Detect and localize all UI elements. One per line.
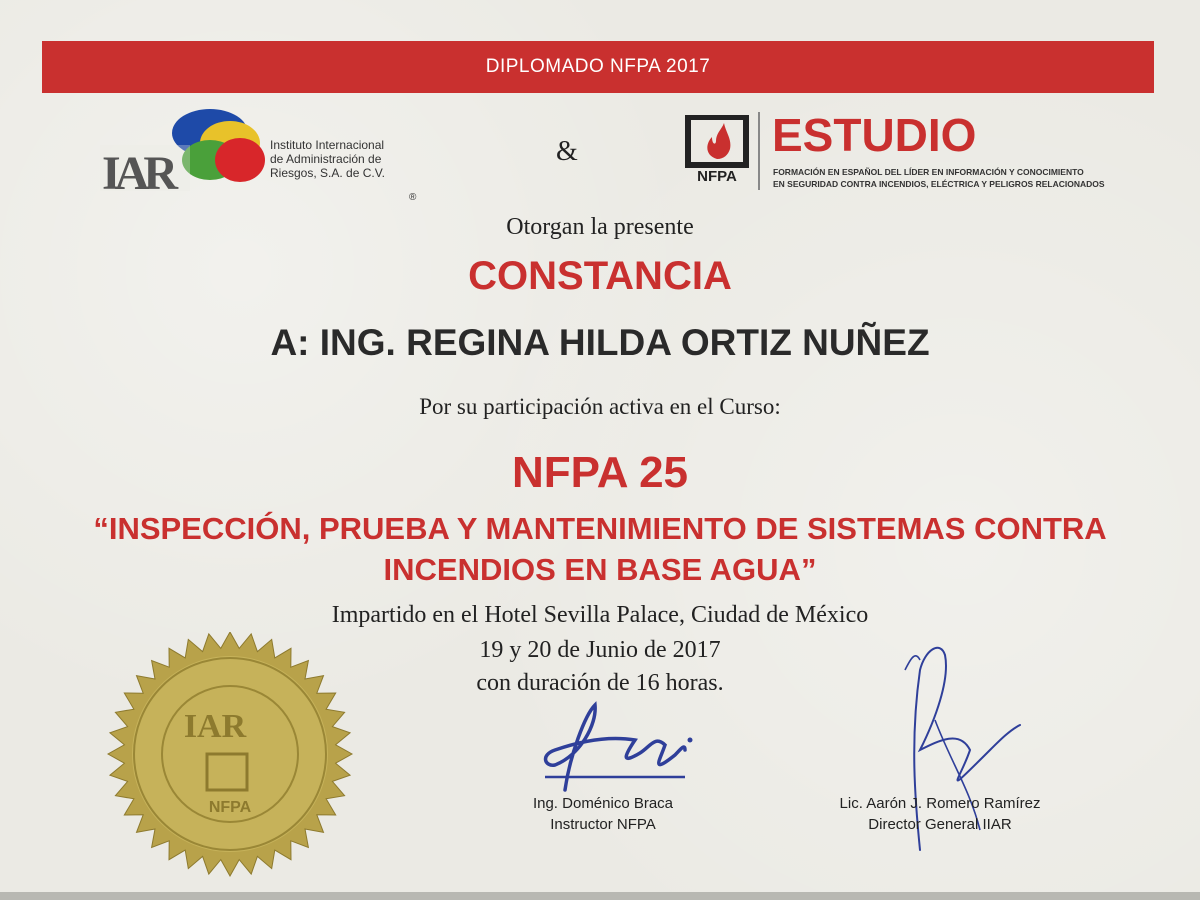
estudio-subtitle bbox=[773, 166, 1153, 190]
iiar-logo-icon bbox=[100, 105, 275, 200]
gold-seal-icon bbox=[105, 632, 355, 877]
ampersand: & bbox=[556, 136, 578, 167]
bottom-edge bbox=[0, 892, 1200, 900]
estudio-subtitle-line: FORMACIÓN EN ESPAÑOL DEL LÍDER EN INFORMACIÓN Y CONOCIMIENTO bbox=[773, 167, 1084, 177]
signatory-title: Director General IIAR bbox=[868, 816, 1012, 833]
logo-divider bbox=[758, 112, 760, 190]
course-title bbox=[0, 508, 1200, 590]
grant-text: Otorgan la presente bbox=[506, 214, 694, 240]
signatory-instructor bbox=[498, 793, 708, 835]
estudio-subtitle-line: EN SEGURIDAD CONTRA INCENDIOS, ELÉCTRICA Y PELIGROS RELACIONADOS bbox=[773, 179, 1105, 189]
seal-top-text: IAR bbox=[183, 708, 247, 745]
iiar-name-line: de Administración de bbox=[270, 152, 382, 166]
signatory-director bbox=[800, 793, 1080, 835]
course-duration: con duración de 16 horas. bbox=[476, 670, 724, 696]
nfpa-flame-icon bbox=[684, 115, 750, 183]
iiar-logo-text: IAR bbox=[102, 147, 173, 200]
recipient-name: A: ING. REGINA HILDA ORTIZ NUÑEZ bbox=[270, 322, 930, 363]
course-location: Impartido en el Hotel Sevilla Palace, Ciudad de México bbox=[331, 602, 869, 628]
signature-braca bbox=[525, 695, 705, 795]
nfpa-logo-text: NFPA bbox=[697, 168, 737, 183]
participation-text: Por su participación activa en el Curso: bbox=[419, 394, 781, 419]
registered-mark: ® bbox=[409, 192, 417, 203]
iiar-name-line: Riesgos, S.A. de C.V. bbox=[270, 166, 385, 180]
banner-title: DIPLOMADO NFPA 2017 bbox=[42, 41, 1154, 93]
seal-center-text: NFPA bbox=[208, 799, 252, 816]
course-title-line: “INSPECCIÓN, PRUEBA Y MANTENIMIENTO DE SISTEMAS CONTRA bbox=[93, 511, 1107, 546]
signatory-title: Instructor NFPA bbox=[550, 816, 656, 833]
signatory-name: Lic. Aarón J. Romero Ramírez bbox=[839, 795, 1041, 812]
certificate-type: CONSTANCIA bbox=[468, 254, 732, 298]
estudio-title: ESTUDIO bbox=[772, 109, 977, 161]
course-dates: 19 y 20 de Junio de 2017 bbox=[479, 637, 721, 663]
signatory-name: Ing. Doménico Braca bbox=[532, 795, 674, 812]
iiar-name bbox=[270, 138, 440, 180]
course-code: NFPA 25 bbox=[511, 448, 689, 497]
iiar-name-line: Instituto Internacional bbox=[270, 138, 385, 152]
course-title-line: INCENDIOS EN BASE AGUA” bbox=[383, 552, 817, 587]
